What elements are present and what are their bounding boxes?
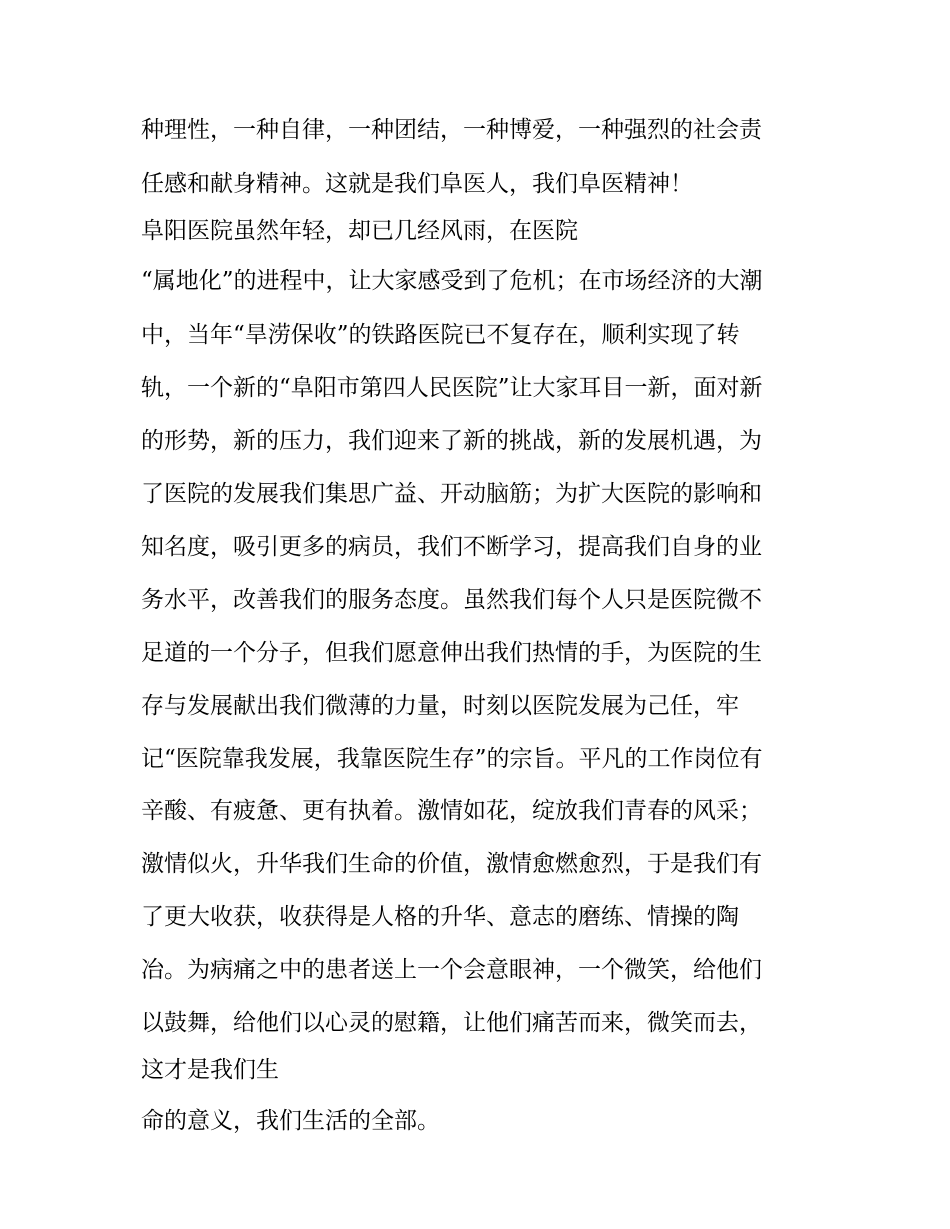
text-line-12: 存与发展献出我们微薄的力量，时刻以医院发展为己任，牢: [141, 693, 739, 719]
text-line-16: 了更大收获，收获得是人格的升华、意志的磨练、情操的陶: [141, 904, 739, 930]
text-line-19: 这才是我们生: [141, 1057, 279, 1083]
text-line-6: 轨，一个新的“阜阳市第四人民医院”让大家耳目一新，面对新: [141, 375, 763, 401]
text-line-8: 了医院的发展我们集思广益、开动脑筋；为扩大医院的影响和: [141, 481, 762, 507]
text-line-18: 以鼓舞，给他们以心灵的慰籍，让他们痛苦而来，微笑而去，: [141, 1010, 762, 1036]
text-line-2: 任感和献身精神。这就是我们阜医人，我们阜医精神！: [141, 171, 693, 197]
text-line-4: “属地化”的进程中，让大家感受到了危机；在市场经济的大潮: [141, 268, 763, 294]
text-line-3: 阜阳医院虽然年轻，却已几经风雨，在医院: [141, 218, 578, 244]
text-line-20: 命的意义，我们生活的全部。: [141, 1108, 440, 1134]
text-line-5: 中，当年“旱涝保收”的铁路医院已不复存在，顺利实现了转: [141, 322, 740, 348]
text-line-9: 知名度，吸引更多的病员，我们不断学习，提高我们自身的业: [141, 534, 762, 560]
text-line-11: 足道的一个分子，但我们愿意伸出我们热情的手，为医院的生: [141, 640, 762, 666]
text-line-14: 辛酸、有疲惫、更有执着。激情如花，绽放我们青春的风采；: [141, 798, 762, 824]
text-line-1: 种理性，一种自律，一种团结，一种博爱，一种强烈的社会责: [141, 117, 762, 143]
text-line-10: 务水平，改善我们的服务态度。虽然我们每个人只是医院微不: [141, 587, 762, 613]
text-line-13: 记“医院靠我发展，我靠医院生存”的宗旨。平凡的工作岗位有: [141, 746, 763, 772]
text-line-7: 的形势，新的压力，我们迎来了新的挑战，新的发展机遇，为: [141, 428, 762, 454]
text-line-17: 冶。为病痛之中的患者送上一个会意眼神，一个微笑，给他们: [141, 957, 762, 983]
text-line-15: 激情似火，升华我们生命的价值，激情愈燃愈烈，于是我们有: [141, 851, 762, 877]
